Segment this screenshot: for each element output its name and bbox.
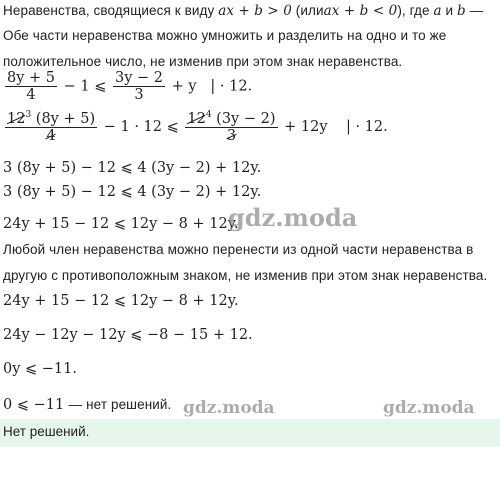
equation-8: 0y ⩽ −11.: [3, 361, 77, 377]
fraction-2: [113, 70, 165, 103]
intro-text-3: ), где: [397, 3, 430, 18]
equation-6: 24y + 15 − 12 ⩽ 12y − 8 + 12y.: [3, 293, 239, 309]
intro-text-1: Неравенства, сводящиеся к виду: [3, 3, 215, 18]
equation-2: [3, 110, 388, 144]
watermark-3: gdz.moda: [383, 398, 475, 418]
var-b: b: [457, 3, 466, 19]
intro-text-2: (или: [295, 3, 324, 18]
equation-1: [3, 70, 252, 103]
watermark-2: gdz.moda: [183, 398, 275, 418]
intro-line-3: положительное число, не изменив при этом знак неравенства.: [3, 54, 403, 69]
intro-dash: —: [469, 3, 484, 18]
sup-4: 4: [205, 110, 212, 120]
sup-3: 3: [25, 110, 32, 120]
struck-3: 3: [226, 127, 237, 144]
intro-line-1: [3, 3, 483, 19]
numerator-4: [185, 110, 277, 127]
equation-4: 3 (8y + 5) − 12 ⩽ 4 (3y − 2) + 12y.: [3, 184, 262, 200]
numerator-3-rest: (8y + 5): [35, 110, 96, 127]
struck-4: 4: [46, 127, 56, 144]
numerator-4-rest: (3y − 2): [216, 110, 276, 127]
explanation-line-1: Любой член неравенства можно перенести из одной части неравенства в: [3, 242, 474, 257]
equation-7: 24y − 12y − 12y ⩽ −8 − 15 + 12.: [3, 327, 253, 343]
denominator-3: [5, 127, 97, 144]
numerator-2: 3y − 2: [114, 70, 163, 86]
formula-ax-b-gt-0: ax + b > 0: [218, 3, 292, 19]
eq2-tail: + 12y: [284, 118, 328, 135]
eq1-middle: − 1 ⩽: [63, 78, 107, 95]
eq9-expression: 0 ⩽ −11: [3, 397, 65, 413]
equation-5: 24y + 15 − 12 ⩽ 12y − 8 + 12y.: [3, 216, 239, 232]
eq2-multiplier: | · 12.: [345, 118, 388, 135]
watermark-1: gdz.moda: [228, 203, 358, 232]
denominator-2: 3: [113, 86, 165, 103]
var-a: a: [433, 3, 442, 19]
fraction-1: [5, 70, 57, 103]
numerator-3: [5, 110, 97, 127]
answer-text: Нет решений.: [3, 424, 90, 439]
intro-line-2: Обе части неравенства можно умножить и разделить на одно и то же: [3, 28, 447, 43]
fraction-3: [5, 110, 97, 144]
struck-12-b: 12: [187, 110, 206, 127]
denominator-1: 4: [5, 86, 57, 103]
intro-text-4: и: [445, 3, 454, 18]
fraction-4: [185, 110, 277, 144]
explanation-line-2: другую с противоположным знаком, не изменив при этом знак неравенства.: [3, 268, 488, 283]
equation-9: [3, 396, 171, 414]
equation-3: 3 (8y + 5) − 12 ⩽ 4 (3y − 2) + 12y.: [3, 160, 262, 176]
numerator-1: 8y + 5: [7, 70, 56, 86]
formula-ax-b-lt-0: ax + b < 0: [323, 3, 398, 19]
struck-12: 12: [7, 110, 26, 127]
eq1-tail: + y: [171, 78, 197, 95]
eq9-suffix: — нет решений.: [68, 397, 172, 412]
eq2-middle: − 1 · 12 ⩽: [103, 118, 179, 135]
answer-box: [0, 419, 500, 447]
denominator-4: [185, 127, 277, 144]
eq1-multiplier: | · 12.: [210, 78, 253, 95]
